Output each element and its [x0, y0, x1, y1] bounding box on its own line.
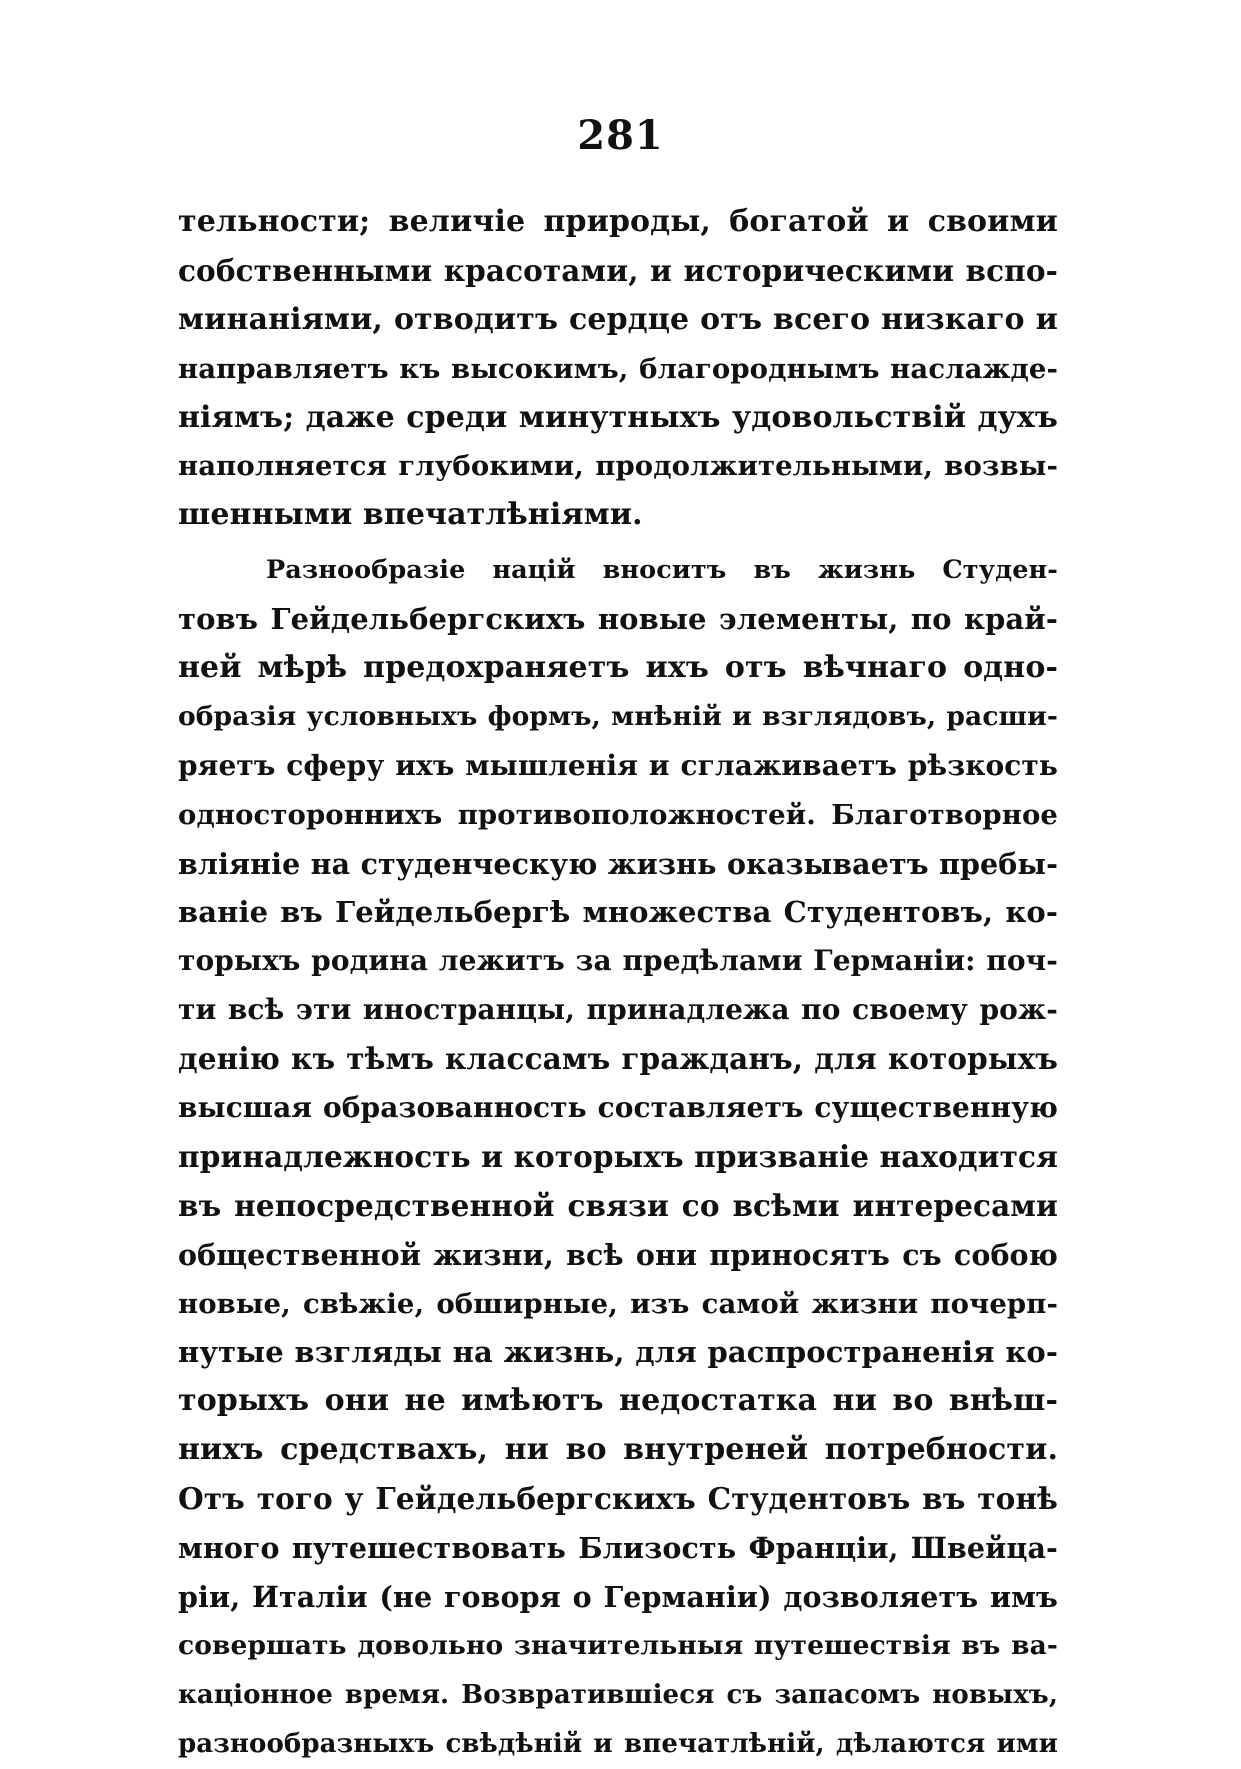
- text-line: наполняется глубокими, продолжительными, возвы-: [178, 450, 1058, 483]
- text-line: ней мѣрѣ предохраняетъ ихъ отъ вѣчнаго одно-: [178, 650, 1058, 686]
- text-line: товъ Гейдельбергскихъ новые элементы, по край-: [178, 602, 1058, 637]
- text-line: одностороннихъ противоположностей. Благотворное: [178, 798, 1058, 831]
- text-line: принадлежность и которыхъ призваніе находится: [178, 1138, 1058, 1174]
- text-line: минаніями, отводитъ сердце отъ всего низкаго и: [178, 301, 1058, 337]
- text-line: собственными красотами, и историческими вспо-: [178, 252, 1058, 288]
- text-line: Отъ того у Гейдельбергскихъ Студентовъ въ тонѣ: [178, 1481, 1058, 1517]
- text-line: ніямъ; даже среди минутныхъ удовольствій духъ: [178, 399, 1058, 435]
- text-line: нутые взгляды на жизнь, для распространенія ко-: [178, 1335, 1058, 1370]
- text-line: Разнообразіе націй вноситъ въ жизнь Студен-: [266, 555, 1058, 586]
- text-line: высшая образованность составляетъ существенную: [178, 1091, 1058, 1125]
- text-line: въ непосредственной связи со всѣми интересами: [178, 1187, 1058, 1223]
- text-line: торыхъ они не имѣютъ недостатка ни во внѣш-: [178, 1383, 1058, 1419]
- text-line: торыхъ родина лежитъ за предѣлами Германіи: поч-: [178, 944, 1058, 978]
- text-line: совершать довольно значительныя путешествія въ ва-: [178, 1629, 1058, 1661]
- text-line: тельности; величіе природы, богатой и своими: [178, 204, 1058, 239]
- text-line: каціонное время. Возвратившіеся съ запасомъ новыхъ,: [178, 1679, 1058, 1710]
- text-line: образія условныхъ формъ, мнѣній и взглядовъ, расши-: [178, 700, 1058, 732]
- text-line: ти всѣ эти иностранцы, принадлежа по своему рож-: [178, 993, 1058, 1027]
- paragraph-1: [178, 198, 1058, 540]
- page-number: 281: [577, 112, 664, 159]
- body-text: [178, 198, 1058, 1769]
- text-line: новые, свѣжіе, обширные, изъ самой жизни почерп-: [178, 1287, 1058, 1320]
- text-line: шенными впечатлѣніями.: [178, 497, 643, 533]
- text-line: разнообразныхъ свѣдѣній и впечатлѣній, дѣлаются ими: [178, 1728, 1058, 1759]
- text-line: много путешествовать Близость Франціи, Швейца-: [178, 1531, 1058, 1566]
- paragraph-2: [178, 546, 1058, 1768]
- text-line: направляетъ къ высокимъ, благороднымъ наслажде-: [178, 352, 1058, 385]
- text-line: ріи, Италіи (не говоря о Германіи) дозволяетъ имъ: [178, 1579, 1058, 1614]
- text-line: ряетъ сферу ихъ мышленія и сглаживаетъ рѣзкость: [178, 748, 1058, 782]
- text-line: ваніе въ Гейдельбергѣ множества Студентовъ, ко-: [178, 895, 1058, 930]
- text-line: нихъ средствахъ, ни во внутреней потребности.: [178, 1432, 1058, 1468]
- text-line: вліяніе на студенческую жизнь оказываетъ пребы-: [178, 846, 1058, 881]
- text-line: денію къ тѣмъ классамъ гражданъ, для которыхъ: [178, 1041, 1058, 1077]
- text-line: общественной жизни, всѣ они приносятъ съ собою: [178, 1237, 1058, 1272]
